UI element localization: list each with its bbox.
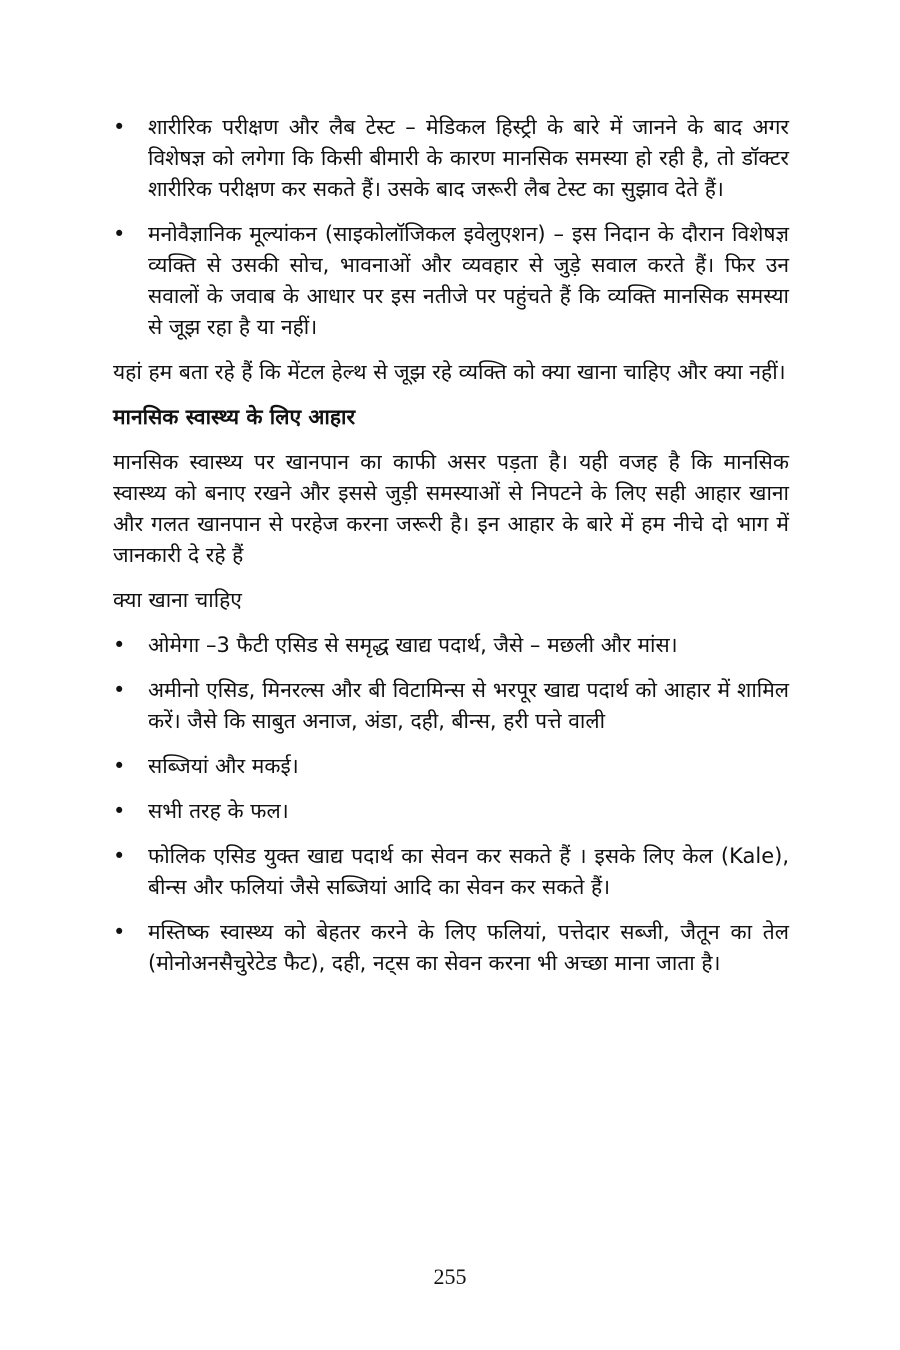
list-item: [113, 841, 789, 903]
bullet-icon: •: [113, 920, 126, 944]
bullet-icon: •: [113, 115, 126, 139]
bullet-icon: •: [113, 754, 126, 778]
list-item-text: फोलिक एसिड युक्त खाद्य पदार्थ का सेवन कर सकते हैं । इसके लिए केल (Kale), बीन्स और फलियां जैसे सब्जियां आदि का सेवन कर सकते हैं।: [148, 844, 789, 899]
list-item-text: मनोवैज्ञानिक मूल्यांकन (साइकोलॉजिकल इवेलुएशन) – इस निदान के दौरान विशेषज्ञ व्यक्ति से उसकी सोच, भावनाओं और व्यवहार से जुड़े सवाल करते हैं। फिर उन सवालों के जवाब के आधार पर इस नतीजे पर पहुंचते हैं कि व्यक्ति मानसिक समस्या से जूझ रहा है या नहीं।: [148, 222, 789, 339]
diagnosis-bullet-list: [113, 112, 789, 343]
list-item: [113, 219, 789, 343]
bullet-icon: •: [113, 678, 126, 702]
list-item: [113, 675, 789, 737]
subheading: क्या खाना चाहिए: [113, 588, 242, 612]
bullet-icon: •: [113, 633, 126, 657]
section-paragraph: मानसिक स्वास्थ्य पर खानपान का काफी असर पड़ता है। यही वजह है कि मानसिक स्वास्थ्य को बनाए रखने और इससे जुड़ी समस्याओं से निपटने के लिए सही आहार खाना और गलत खानपान से परहेज करना जरूरी है। इन आहार के बारे में हम नीचे दो भाग में जानकारी दे रहे हैं: [113, 450, 789, 567]
food-bullet-list: [113, 630, 789, 979]
section-heading: मानसिक स्वास्थ्य के लिए आहार: [113, 405, 356, 429]
list-item-text: सब्जियां और मकई।: [148, 754, 299, 778]
list-item: [113, 751, 789, 782]
list-item: [113, 917, 789, 979]
bullet-icon: •: [113, 799, 126, 823]
page-number: 255: [433, 1264, 467, 1289]
bullet-icon: •: [113, 222, 126, 246]
list-item: [113, 796, 789, 827]
list-item-text: अमीनो एसिड, मिनरल्स और बी विटामिन्स से भरपूर खाद्य पदार्थ को आहार में शामिल करें। जैसे कि साबुत अनाज, अंडा, दही, बीन्स, हरी पत्ते वाली: [148, 678, 789, 733]
bullet-icon: •: [113, 844, 126, 868]
list-item-text: शारीरिक परीक्षण और लैब टेस्ट – मेडिकल हिस्ट्री के बारे में जानने के बाद अगर विशेषज्ञ को लगेगा कि किसी बीमारी के कारण मानसिक समस्या हो रही है, तो डॉक्टर शारीरिक परीक्षण कर सकते हैं। उसके बाद जरूरी लैब टेस्ट का सुझाव देते हैं।: [148, 115, 789, 201]
intro-paragraph: यहां हम बता रहे हैं कि मेंटल हेल्थ से जूझ रहे व्यक्ति को क्या खाना चाहिए और क्या नहीं।: [113, 360, 786, 384]
page-content: [113, 112, 789, 993]
list-item: [113, 112, 789, 205]
list-item-text: मस्तिष्क स्वास्थ्य को बेहतर करने के लिए फलियां, पत्तेदार सब्जी, जैतून का तेल (मोनोअनसैचुरेटेड फैट), दही, नट्स का सेवन करना भी अच्छा माना जाता है।: [148, 920, 789, 975]
list-item-text: सभी तरह के फल।: [148, 799, 289, 823]
list-item: [113, 630, 789, 661]
list-item-text: ओमेगा –3 फैटी एसिड से समृद्ध खाद्य पदार्थ, जैसे – मछली और मांस।: [148, 633, 678, 657]
